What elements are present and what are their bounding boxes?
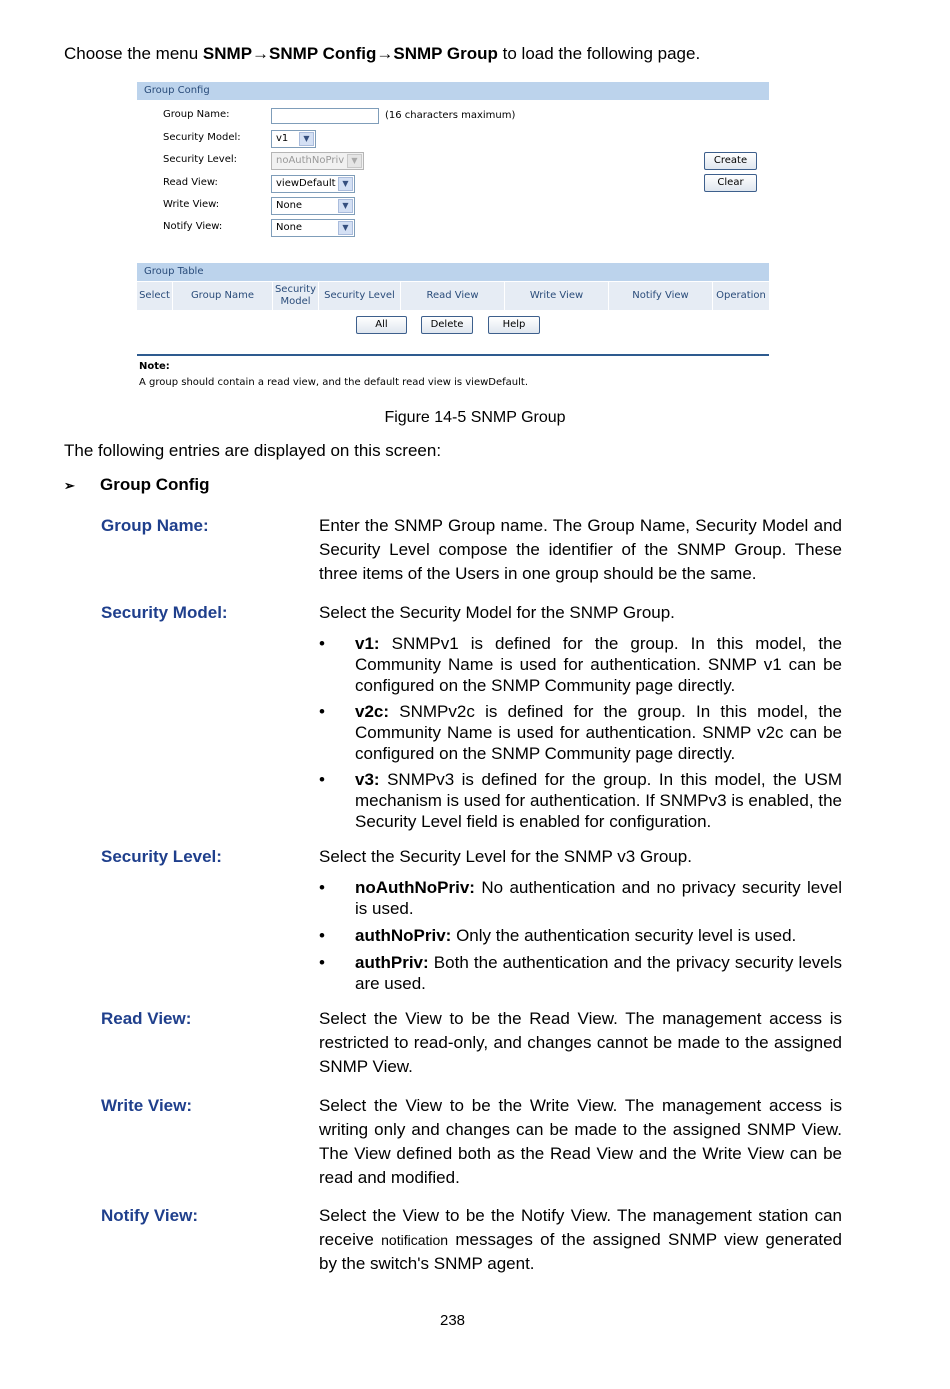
bullet-text: SNMPv3 is defined for the group. In this model, the USM mechanism is used for authentication. If SNMPv3 is enabled, the Security Level field is enabled for configuration. bbox=[355, 770, 842, 831]
bullet-item bbox=[319, 925, 842, 946]
group-name-label: Group Name: bbox=[163, 109, 230, 120]
group-config-header: Group Config bbox=[137, 82, 769, 100]
intro-suffix: to load the following page. bbox=[497, 44, 701, 63]
bullet-icon: • bbox=[319, 953, 325, 972]
menu-path: SNMP→SNMP Config→SNMP Group bbox=[202, 44, 498, 63]
select-all-button[interactable]: All bbox=[356, 316, 407, 334]
bullet-key: v3: bbox=[355, 770, 380, 789]
note-divider bbox=[137, 354, 769, 356]
term-notify-view: Notify View: bbox=[101, 1206, 198, 1225]
chevron-down-icon: ▼ bbox=[338, 199, 353, 213]
bullet-key: authPriv: bbox=[355, 953, 429, 972]
bullet-item bbox=[319, 701, 842, 764]
snmp-group-screenshot bbox=[137, 82, 769, 394]
create-button[interactable]: Create bbox=[704, 152, 757, 170]
notify-view-label: Notify View: bbox=[163, 221, 223, 232]
note-title: Note: bbox=[139, 361, 170, 372]
delete-button[interactable]: Delete bbox=[421, 316, 473, 334]
term-read-view: Read View: bbox=[101, 1009, 192, 1028]
desc-write-view: Select the View to be the Write View. The management access is writing only and changes can be made to the assigned SNMP View. The View defined both as the Read View and the Write View can be read and modified. bbox=[319, 1096, 842, 1187]
column-header: Notify View bbox=[609, 282, 713, 310]
lead-sentence: The following entries are displayed on this screen: bbox=[64, 441, 442, 460]
bullet-key: v1: bbox=[355, 634, 380, 653]
bullet-icon: • bbox=[319, 770, 325, 789]
section-title: Group Config bbox=[100, 475, 210, 494]
desc-security-model: Select the Security Model for the SNMP Group. bbox=[319, 603, 675, 622]
chevron-down-icon: ▼ bbox=[338, 177, 353, 191]
intro-prefix: Choose the menu bbox=[64, 44, 203, 63]
security-level-value: noAuthNoPriv bbox=[276, 155, 345, 166]
group-table-column-headers bbox=[137, 282, 769, 310]
intro-sentence bbox=[64, 44, 700, 64]
read-view-select[interactable] bbox=[271, 175, 355, 193]
desc-group-name: Enter the SNMP Group name. The Group Name, Security Model and Security Level compose the identifier of the SNMP Group. These three items of the Users in one group should be the same. bbox=[319, 516, 842, 583]
bullet-icon: • bbox=[319, 634, 325, 653]
term-write-view: Write View: bbox=[101, 1096, 193, 1115]
desc-notify-view-part1: Select the View to be the Notify View. The management station can receive bbox=[319, 1206, 842, 1249]
security-model-label: Security Model: bbox=[163, 132, 241, 143]
column-header: Read View bbox=[401, 282, 505, 310]
security-level-select[interactable] bbox=[271, 152, 364, 170]
notify-view-value: None bbox=[276, 222, 303, 233]
column-header: Security Level bbox=[319, 282, 401, 310]
group-name-hint: (16 characters maximum) bbox=[385, 110, 516, 121]
desc-read-view: Select the View to be the Read View. The management access is restricted to read-only, and changes cannot be made to the assigned SNMP View. bbox=[319, 1009, 842, 1076]
write-view-select[interactable] bbox=[271, 197, 355, 215]
bullet-icon: • bbox=[319, 878, 325, 897]
security-model-select[interactable] bbox=[271, 130, 316, 148]
column-header: Group Name bbox=[173, 282, 273, 310]
security-model-value: v1 bbox=[276, 133, 289, 144]
help-button[interactable]: Help bbox=[488, 316, 540, 334]
bullet-item bbox=[319, 877, 842, 919]
term-security-level: Security Level: bbox=[101, 847, 222, 866]
arrow-bullet-icon: ➢ bbox=[64, 478, 75, 493]
column-header: Security Model bbox=[273, 282, 319, 310]
figure-caption: Figure 14-5 SNMP Group bbox=[384, 409, 566, 426]
bullet-text: Both the authentication and the privacy security levels are used. bbox=[355, 953, 842, 993]
column-header: Operation bbox=[716, 290, 766, 301]
section-heading bbox=[64, 475, 210, 496]
bullet-key: v2c: bbox=[355, 702, 390, 721]
page-number: 238 bbox=[439, 1312, 466, 1329]
bullet-icon: • bbox=[319, 926, 325, 945]
write-view-label: Write View: bbox=[163, 199, 220, 210]
note-text: A group should contain a read view, and the default read view is viewDefault. bbox=[139, 377, 528, 388]
group-table-header: Group Table bbox=[137, 263, 769, 281]
desc-security-level: Select the Security Level for the SNMP v3 Group. bbox=[319, 847, 692, 866]
bullet-item bbox=[319, 769, 842, 832]
bullet-text: No authentication and no privacy security level is used. bbox=[355, 878, 842, 918]
bullet-text: SNMPv2c is defined for the group. In this model, the Community Name is used for authentication. SNMP v2c can be configured on the SNMP Community page directly. bbox=[355, 702, 842, 763]
column-header: Write View bbox=[505, 282, 609, 310]
chevron-down-icon: ▼ bbox=[299, 132, 314, 146]
term-group-name: Group Name: bbox=[101, 516, 209, 535]
security-level-label: Security Level: bbox=[163, 154, 238, 165]
bullet-item bbox=[319, 952, 842, 994]
bullet-key: noAuthNoPriv: bbox=[355, 878, 475, 897]
read-view-value: viewDefault bbox=[276, 178, 336, 189]
desc-notify-view-part2: messages of the assigned SNMP view generated by the switch's SNMP agent. bbox=[319, 1230, 842, 1273]
bullet-key: authNoPriv: bbox=[355, 926, 452, 945]
column-header: Select bbox=[137, 282, 173, 310]
group-name-input[interactable] bbox=[271, 108, 379, 124]
desc-notify-view-small: notification bbox=[381, 1232, 449, 1248]
chevron-down-icon: ▼ bbox=[338, 221, 353, 235]
term-security-model: Security Model: bbox=[101, 603, 228, 622]
bullet-item bbox=[319, 633, 842, 696]
write-view-value: None bbox=[276, 200, 303, 211]
bullet-icon: • bbox=[319, 702, 325, 721]
chevron-down-icon: ▼ bbox=[347, 154, 362, 168]
bullet-text: SNMPv1 is defined for the group. In this model, the Community Name is used for authentication. SNMP v1 can be configured on the SNMP Community page directly. bbox=[355, 634, 842, 695]
bullet-text: Only the authentication security level is used. bbox=[451, 926, 797, 945]
clear-button[interactable]: Clear bbox=[704, 174, 757, 192]
read-view-label: Read View: bbox=[163, 177, 218, 188]
notify-view-select[interactable] bbox=[271, 219, 355, 237]
desc-notify-view bbox=[319, 1204, 842, 1276]
